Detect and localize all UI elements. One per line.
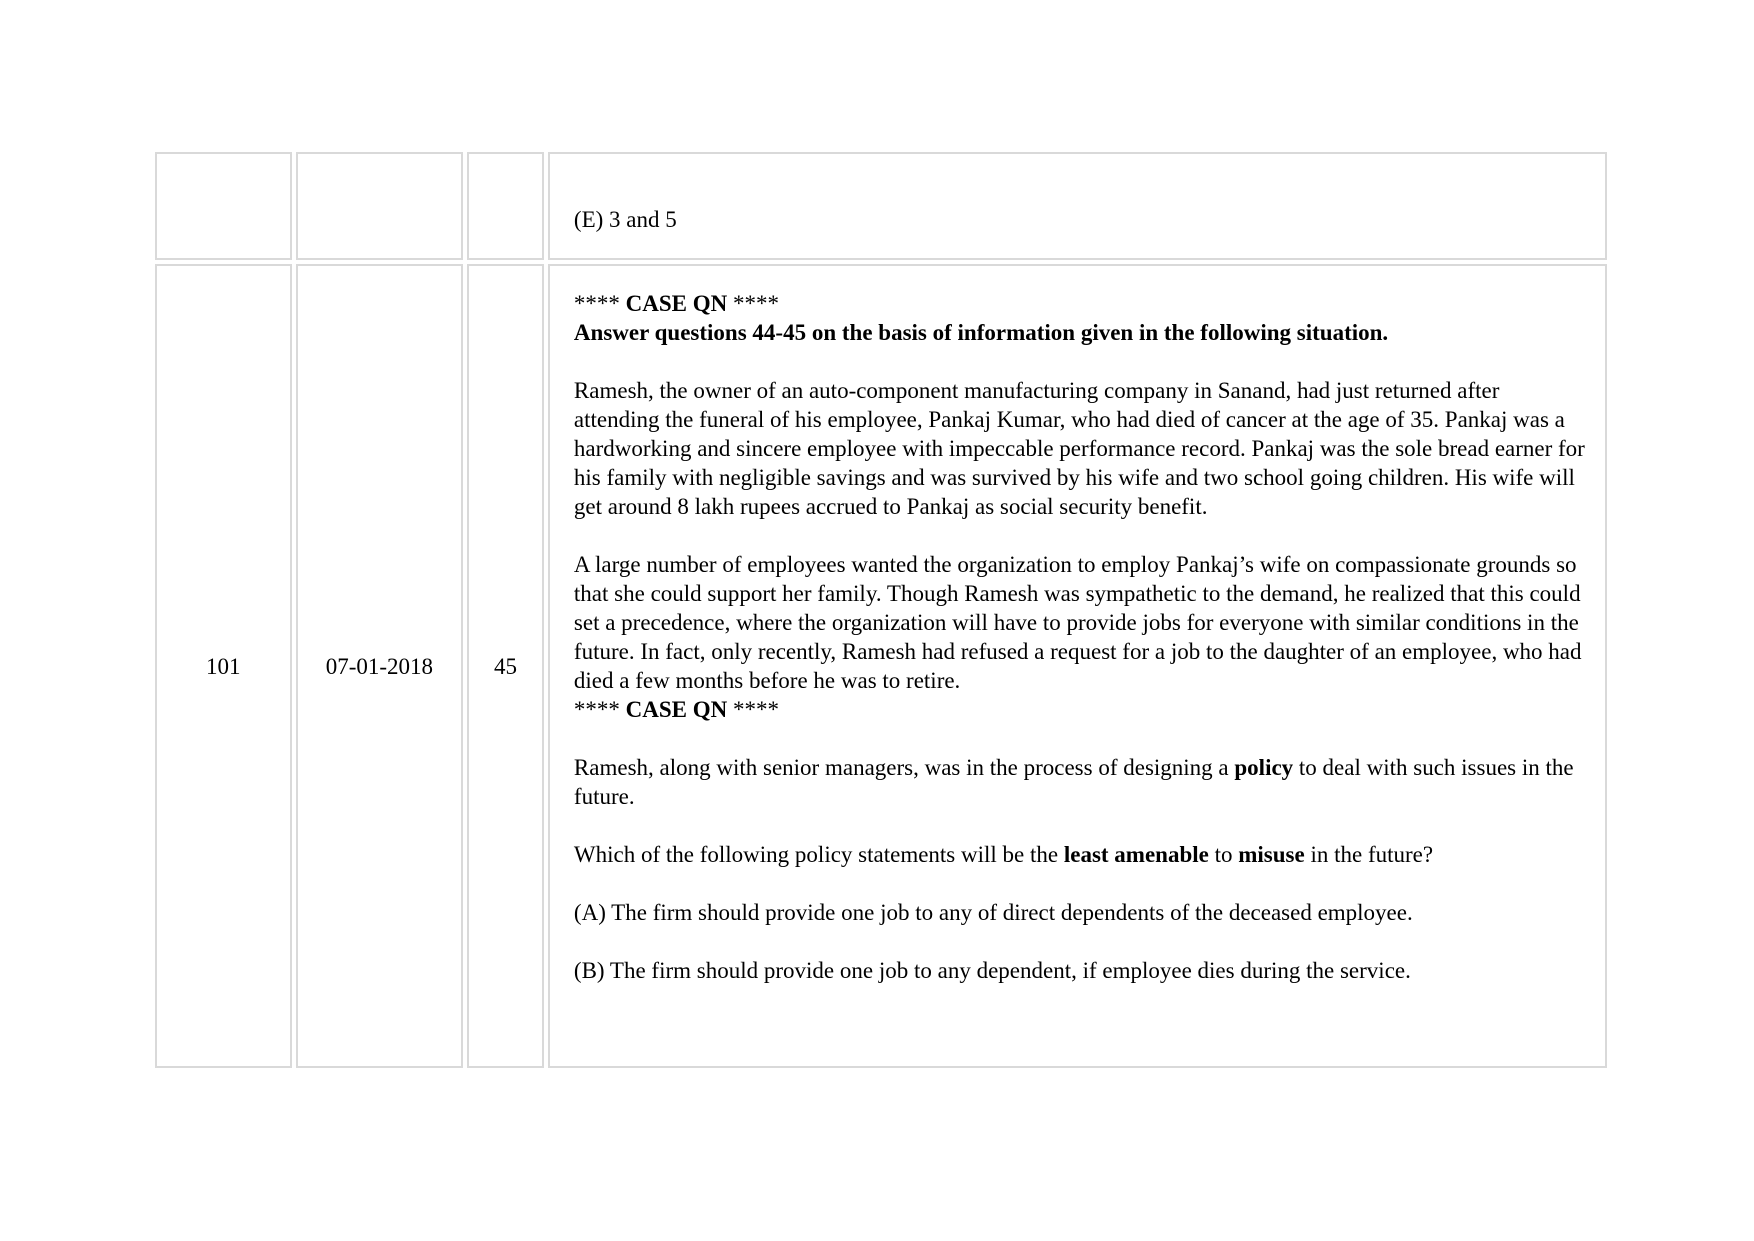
table-row xyxy=(155,152,1607,260)
option-b: (B) The firm should provide one job to any dependent, if employee dies during the service. xyxy=(573,958,1411,983)
case-label: CASE QN xyxy=(625,697,728,722)
case-marker-open xyxy=(574,289,1585,318)
case-stars: **** xyxy=(733,697,780,722)
question-text-cell xyxy=(548,152,1607,260)
option-e: (E) 3 and 5 xyxy=(573,207,677,232)
date-cell: 07-01-2018 xyxy=(296,264,464,1068)
case-paragraph-2: A large number of employees wanted the organization to employ Pankaj’s wife on compassionate grounds so that she could support her family. Though Ramesh was sympathetic to the demand, he realized that this could set a precedence, where the organization will have to provide jobs for everyone with similar conditions in the future. In fact, only recently, Ramesh had refused a request for a job to the daughter of an employee, who had died a few months before he was to retire. xyxy=(573,552,1582,693)
case-stars: **** xyxy=(573,291,620,316)
serial-cell: 101 xyxy=(155,264,292,1068)
case-stars: **** xyxy=(733,291,780,316)
case-stars: **** xyxy=(573,697,620,722)
case-marker-close xyxy=(574,695,1585,724)
question-number-cell: 45 xyxy=(467,264,544,1068)
date-cell xyxy=(296,152,464,260)
question-number-cell xyxy=(467,152,544,260)
serial-cell xyxy=(155,152,292,260)
case-label: CASE QN xyxy=(625,291,728,316)
question-text-cell xyxy=(548,264,1607,1068)
instruction-text: Answer questions 44-45 on the basis of information given in the following situation. xyxy=(573,320,1389,345)
question-stem: Which of the following policy statements will be the least amenable to misuse in the future? xyxy=(573,842,1434,867)
question-table xyxy=(155,152,1607,1072)
table-row xyxy=(155,264,1607,1068)
case-paragraph-1: Ramesh, the owner of an auto-component manufacturing company in Sanand, had just returned after attending the funeral of his employee, Pankaj Kumar, who had died of cancer at the age of 35. Pankaj was a hardworking and sincere employee with impeccable performance record. Pankaj was the sole bread earner for his family with negligible savings and was survived by his wife and two school going children. His wife will get around 8 lakh rupees accrued to Pankaj as social security benefit. xyxy=(573,378,1585,519)
case-paragraph-3: Ramesh, along with senior managers, was in the process of designing a policy to deal with such issues in the future. xyxy=(573,755,1574,809)
option-a: (A) The firm should provide one job to any of direct dependents of the deceased employee. xyxy=(573,900,1413,925)
